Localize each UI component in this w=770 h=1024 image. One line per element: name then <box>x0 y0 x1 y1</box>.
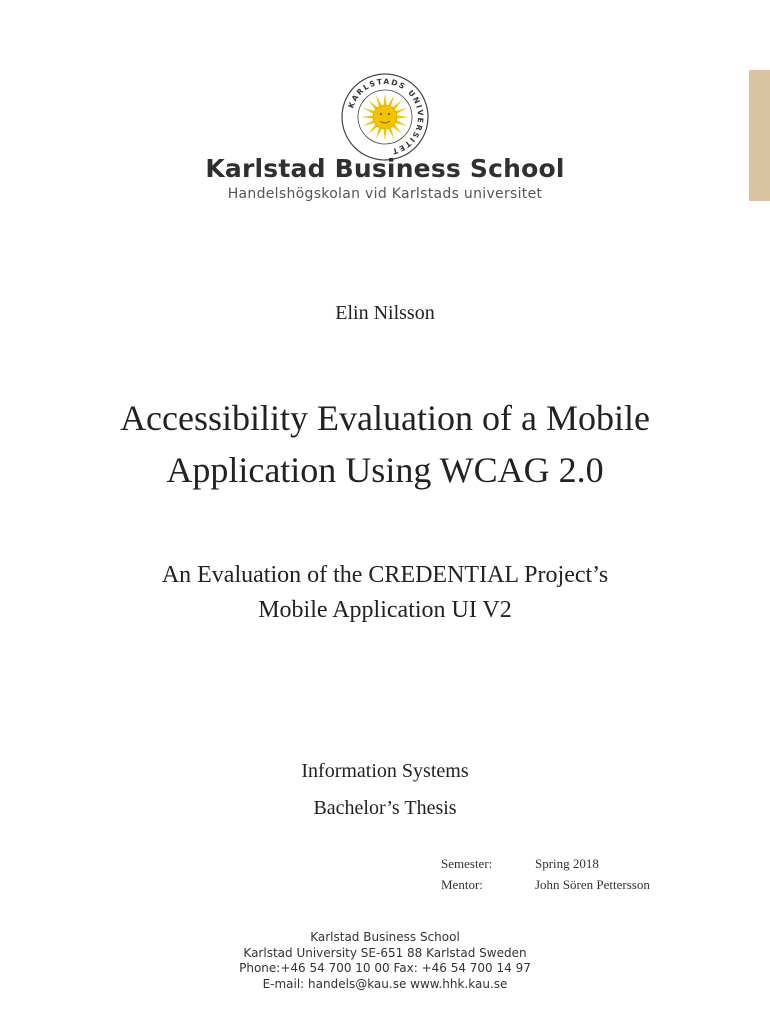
thesis-title-line-2: Application Using WCAG 2.0 <box>166 450 604 490</box>
thesis-subtitle-line-2: Mobile Application UI V2 <box>258 597 512 623</box>
footer-line-3: Phone:+46 54 700 10 00 Fax: +46 54 700 14 97 <box>239 961 531 975</box>
degree-type: Bachelor’s Thesis <box>313 797 457 819</box>
university-seal <box>340 72 430 162</box>
author-name: Elin Nilsson <box>335 302 435 324</box>
semester-value: Spring 2018 <box>535 855 599 871</box>
footer-line-4: E-mail: handels@kau.se www.hhk.kau.se <box>262 976 508 991</box>
karlstad-university-sun-seal-icon <box>340 72 430 162</box>
school-name: Karlstad Business School <box>205 154 565 183</box>
thesis-meta <box>441 853 650 895</box>
seal-text: KARLSTADS UNIVERSITET <box>346 76 426 157</box>
semester-label: Semester: <box>441 855 493 871</box>
thesis-title <box>0 392 770 496</box>
footer-line-2: Karlstad University SE-651 88 Karlstad Sweden <box>243 945 527 960</box>
footer-line-1: Karlstad Business School <box>310 930 460 944</box>
field-of-study: Information Systems <box>301 760 469 782</box>
thesis-subtitle <box>0 558 770 628</box>
mentor-label: Mentor: <box>441 876 483 892</box>
semester-row <box>441 853 650 874</box>
footer-contact <box>0 930 770 992</box>
mentor-row <box>441 874 650 895</box>
school-subtitle: Handelshögskolan vid Karlstads universitet <box>227 186 543 202</box>
thesis-title-line-1: Accessibility Evaluation of a Mobile <box>120 398 650 438</box>
thesis-subtitle-line-1: An Evaluation of the CREDENTIAL Project’s <box>161 562 609 588</box>
mentor-value: John Sören Pettersson <box>535 876 650 892</box>
